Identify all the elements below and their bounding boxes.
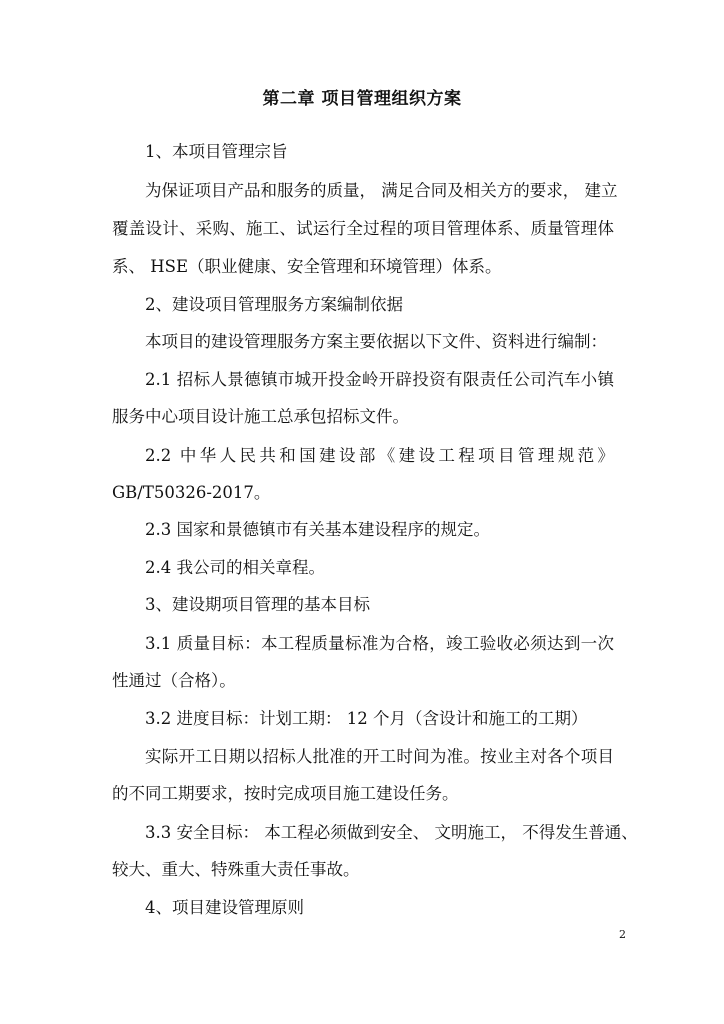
- section-heading: 4、项目建设管理原则: [145, 898, 304, 917]
- paragraph-line: 2.2 中华人民共和国建设部《建设工程项目管理规范》: [145, 446, 614, 465]
- paragraph-line: 性通过（合格）。: [112, 671, 236, 690]
- paragraph-line: 2.1 招标人景德镇市城开投金岭开辟投资有限责任公司汽车小镇: [145, 370, 614, 389]
- paragraph-line: 本项目的建设管理服务方案主要依据以下文件、资料进行编制：: [145, 332, 607, 351]
- paragraph-line: 覆盖设计、采购、施工、试运行全过程的项目管理体系、质量管理体: [112, 219, 614, 238]
- paragraph-line: 3.2 进度目标：计划工期： 12 个月（含设计和施工的工期）: [145, 709, 588, 728]
- paragraph-line: 3.3 安全目标： 本工程必须做到安全、 文明施工， 不得发生普通、: [145, 823, 638, 842]
- paragraph-line: 2.3 国家和景德镇市有关基本建设程序的规定。: [145, 520, 490, 539]
- paragraph-line: 3.1 质量目标：本工程质量标准为合格，竣工验收必须达到一次: [145, 634, 614, 653]
- paragraph-line: 系、 HSE（职业健康、安全管理和环境管理）体系。: [112, 257, 502, 276]
- paragraph-line: 实际开工日期以招标人批准的开工时间为准。按业主对各个项目: [145, 747, 614, 766]
- section-heading: 1、本项目管理宗旨: [145, 142, 288, 161]
- section-heading: 2、建设项目管理服务方案编制依据: [145, 295, 403, 314]
- paragraph-line: 的不同工期要求，按时完成项目施工建设任务。: [112, 784, 459, 803]
- page-number: 2: [619, 928, 626, 941]
- paragraph-line: 2.4 我公司的相关章程。: [145, 558, 325, 577]
- paragraph-line: 为保证项目产品和服务的质量， 满足合同及相关方的要求， 建立: [145, 181, 618, 200]
- paragraph-line: GB/T50326-2017。: [112, 483, 271, 502]
- paragraph-line: 服务中心项目设计施工总承包招标文件。: [112, 407, 409, 426]
- section-heading: 3、建设期项目管理的基本目标: [145, 595, 370, 614]
- chapter-title: 第二章 项目管理组织方案: [262, 89, 462, 109]
- paragraph-line: 较大、重大、特殊重大责任事故。: [112, 860, 360, 879]
